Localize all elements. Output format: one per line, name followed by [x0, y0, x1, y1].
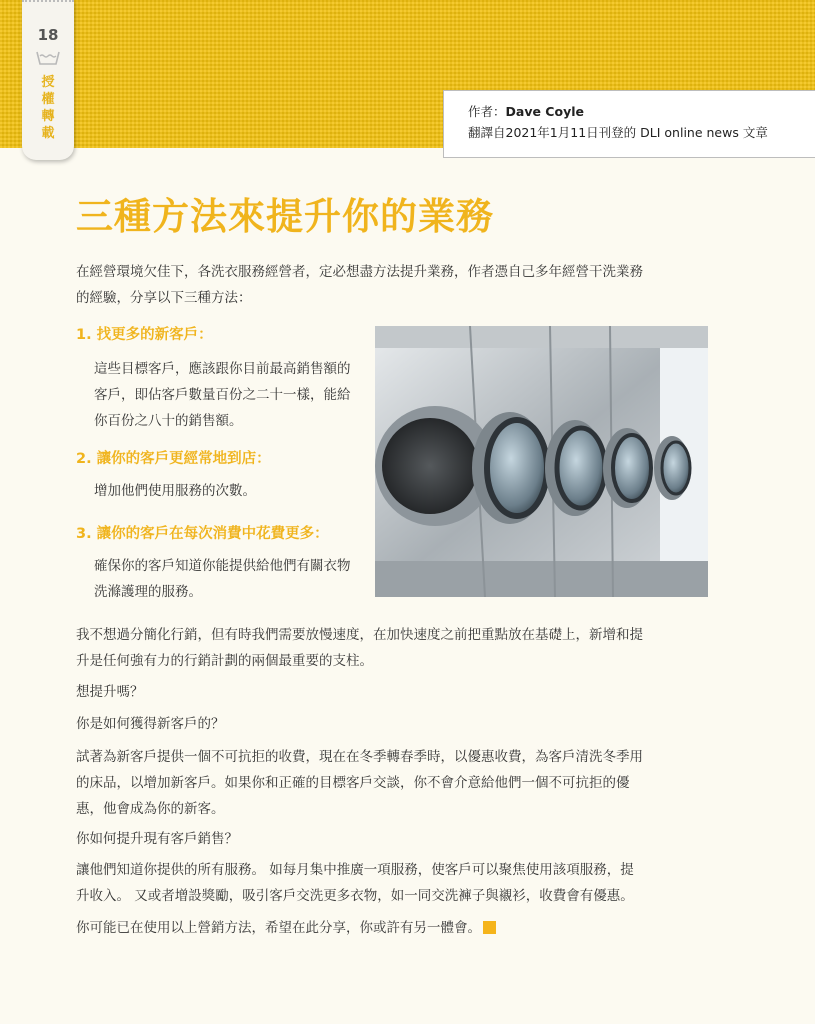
author-line	[468, 101, 815, 122]
source-prefix: 翻譯自2021年1月11日刊登的	[468, 125, 637, 140]
item-heading-1: 1. 找更多的新客戶：	[76, 327, 213, 343]
body-paragraph-2: 想提升嗎？	[76, 684, 144, 700]
end-mark	[483, 921, 496, 934]
body-paragraph-6: 讓他們知道你提供的所有服務。 如每月集中推廣一項服務，使客戶可以聚焦使用該項服務，提升收入。 又或者增設獎勵，吸引客戶交洗更多衣物，如一同交洗褲子與襯衫，收費會有優惠。	[76, 862, 634, 904]
page-number: 18	[37, 26, 59, 44]
section-char: 權	[41, 92, 55, 107]
intro-paragraph: 在經營環境欠佳下，各洗衣服務經營者，定必想盡方法提升業務，作者憑自己多年經營干洗業務的經驗，分享以下三種方法：	[76, 264, 643, 306]
source-suffix: 文章	[742, 125, 768, 140]
source-name: DLI online news	[640, 125, 739, 140]
body-paragraph-5: 你如何提升現有客戶銷售？	[76, 831, 238, 847]
body-paragraph-3: 你是如何獲得新客戶的？	[76, 716, 225, 732]
item-heading-2: 2. 讓你的客戶更經常地到店：	[76, 451, 271, 467]
washing-machines-illustration	[375, 326, 708, 597]
source-line	[468, 122, 815, 143]
page-tab	[22, 0, 74, 160]
section-char: 授	[41, 75, 55, 90]
item-heading-3: 3. 讓你的客戶在每次消費中花費更多：	[76, 526, 329, 542]
body-paragraph-1: 我不想過分簡化行銷，但有時我們需要放慢速度，在加快速度之前把重點放在基礎上，新增和提升是任何強有力的行銷計劃的兩個最重要的支柱。	[76, 627, 643, 669]
closing-paragraph	[76, 915, 646, 941]
section-char: 轉	[41, 109, 55, 124]
body-paragraph-4: 試著為新客戶提供一個不可抗拒的收費，現在在冬季轉春季時，以優惠收費，為客戶清洗冬季用的床品，以增加新客戶。如果你和正確的目標客戶交談，你不會介意給他們一個不可抗拒的優惠，他會成為你的新客。	[76, 749, 643, 817]
washing-machines-photo	[375, 326, 708, 597]
section-char: 載	[41, 126, 55, 141]
item-body-3: 確保你的客戶知道你能提供給他們有關衣物洗滌護理的服務。	[94, 558, 351, 600]
author-box	[443, 90, 815, 158]
closing-text: 你可能已在使用以上營銷方法，希望在此分享，你或許有另一體會。	[76, 920, 481, 936]
article-title: 三種方法來提升你的業務	[76, 195, 494, 238]
author-name: Dave Coyle	[505, 104, 584, 119]
wash-tub-icon	[36, 50, 60, 66]
author-prefix: 作者：	[468, 104, 506, 119]
item-body-2: 增加他們使用服務的次數。	[94, 483, 256, 499]
item-body-1: 這些目標客戶，應該跟你目前最高銷售額的客戶，即佔客戶數量百份之二十一樣，能給你百份之八十的銷售額。	[94, 361, 351, 429]
section-label	[22, 74, 74, 142]
